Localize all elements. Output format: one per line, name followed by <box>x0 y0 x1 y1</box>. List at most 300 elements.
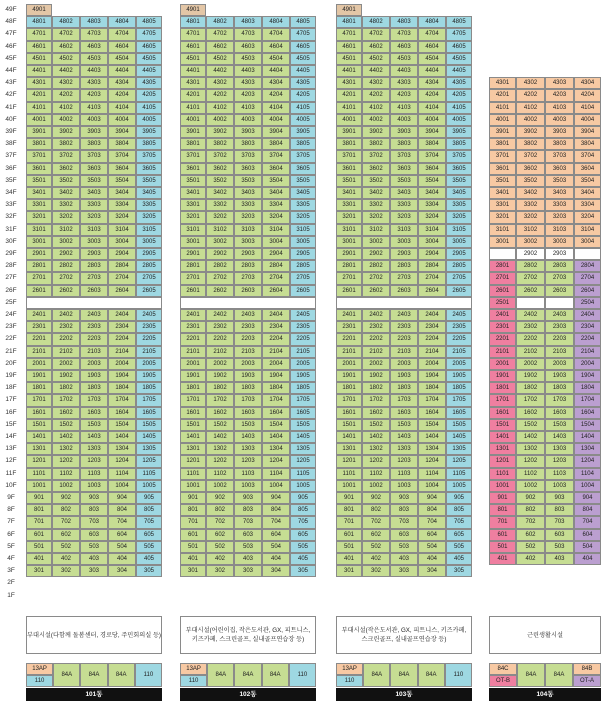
unit-cell: 2601 <box>336 285 362 297</box>
unit-cell: 2103 <box>234 346 262 358</box>
unit-cell: 2301 <box>180 321 206 333</box>
unit-cell: 1805 <box>446 382 472 394</box>
unit-cell: 4003 <box>390 114 418 126</box>
unit-cell: 1501 <box>180 419 206 431</box>
unit-cell: 3301 <box>336 199 362 211</box>
unit-cell: 3602 <box>362 163 390 175</box>
unit-cell: 2005 <box>446 358 472 370</box>
unit-cell: 2401 <box>489 309 516 321</box>
unit-cell: 1104 <box>574 468 601 480</box>
unit-cell: 605 <box>136 529 162 541</box>
unit-cell: 1704 <box>108 394 136 406</box>
unit-cell: 2804 <box>418 260 446 272</box>
unit-cell: 4002 <box>206 114 234 126</box>
unit-cell: 2803 <box>80 260 108 272</box>
unit-cell: 4805 <box>290 16 316 28</box>
unit-cell: 3003 <box>80 236 108 248</box>
unit-cell: 2803 <box>390 260 418 272</box>
unit-cell: 1502 <box>362 419 390 431</box>
unit-cell: 3602 <box>516 163 545 175</box>
unit-cell: 2001 <box>180 358 206 370</box>
unit-cell: 3302 <box>52 199 80 211</box>
unit-cell: 701 <box>180 516 206 528</box>
unit-cell: 2701 <box>180 272 206 284</box>
unit-cell: 3105 <box>136 224 162 236</box>
unit-cell: 3805 <box>136 138 162 150</box>
unit-cell: 4204 <box>262 89 290 101</box>
unit-cell: 2705 <box>136 272 162 284</box>
legend-type-label: 110 <box>445 663 472 687</box>
unit-cell: 3003 <box>390 236 418 248</box>
unit-cell: 1105 <box>290 468 316 480</box>
unit-cell: 2101 <box>489 346 516 358</box>
unit-cell: 603 <box>545 529 574 541</box>
unit-cell: 2205 <box>446 333 472 345</box>
floor-label: 34F <box>5 189 17 196</box>
unit-cell: 3303 <box>545 199 574 211</box>
unit-cell: 1503 <box>545 419 574 431</box>
unit-cell: 2805 <box>446 260 472 272</box>
unit-cell: 1403 <box>80 431 108 443</box>
unit-cell: 3405 <box>290 187 316 199</box>
unit-cell: 703 <box>390 516 418 528</box>
unit-cell: 2001 <box>26 358 52 370</box>
unit-cell: 4103 <box>545 102 574 114</box>
floor-label: 45F <box>5 54 17 62</box>
unit-cell: 3204 <box>418 211 446 223</box>
unit-cell: 1505 <box>290 419 316 431</box>
unit-cell: 804 <box>262 504 290 516</box>
unit-cell: 1901 <box>26 370 52 382</box>
unit-cell: 3803 <box>234 138 262 150</box>
unit-cell: 1502 <box>516 419 545 431</box>
unit-cell: 2601 <box>26 285 52 297</box>
unit-cell: 3401 <box>26 187 52 199</box>
unit-cell: 501 <box>180 541 206 553</box>
unit-cell: 602 <box>206 529 234 541</box>
unit-cell: 4004 <box>262 114 290 126</box>
unit-cell: 2604 <box>574 285 601 297</box>
unit-cell: 1301 <box>26 443 52 455</box>
unit-cell: 3902 <box>516 126 545 138</box>
unit-cell: 4604 <box>262 41 290 53</box>
unit-cell: 3205 <box>136 211 162 223</box>
unit-cell: 1504 <box>262 419 290 431</box>
unit-cell: 3803 <box>390 138 418 150</box>
unit-cell: 1703 <box>545 394 574 406</box>
unit-cell: 3401 <box>489 187 516 199</box>
unit-cell: 2002 <box>516 358 545 370</box>
legend-type-label: OT-B <box>489 675 517 687</box>
unit-cell: 3103 <box>80 224 108 236</box>
unit-cell: 3701 <box>26 150 52 162</box>
unit-cell: 901 <box>489 492 516 504</box>
unit-cell: 2303 <box>80 321 108 333</box>
unit-cell: 3604 <box>262 163 290 175</box>
unit-cell: 705 <box>290 516 316 528</box>
unit-cell: 3403 <box>80 187 108 199</box>
unit-cell: 4303 <box>390 77 418 89</box>
unit-cell: 4604 <box>108 41 136 53</box>
unit-cell: 3004 <box>418 236 446 248</box>
unit-cell: 1203 <box>545 455 574 467</box>
unit-cell: 4202 <box>516 89 545 101</box>
unit-cell: 4801 <box>26 16 52 28</box>
unit-cell: 2602 <box>206 285 234 297</box>
unit-cell: 3404 <box>108 187 136 199</box>
unit-cell: 1303 <box>80 443 108 455</box>
unit-cell: 2205 <box>290 333 316 345</box>
unit-cell: 403 <box>234 553 262 565</box>
unit-cell: 302 <box>206 565 234 577</box>
floor-label: 40F <box>5 115 17 123</box>
unit-cell: 3702 <box>362 150 390 162</box>
unit-cell: 3302 <box>206 199 234 211</box>
unit-cell: 4802 <box>206 16 234 28</box>
unit-cell: 1704 <box>418 394 446 406</box>
unit-cell: 1803 <box>545 382 574 394</box>
unit-cell: 3004 <box>262 236 290 248</box>
unit-cell: 3101 <box>26 224 52 236</box>
unit-cell: 1103 <box>545 468 574 480</box>
unit-cell: 2605 <box>290 285 316 297</box>
unit-cell: 3102 <box>206 224 234 236</box>
unit-cell: 2401 <box>26 309 52 321</box>
unit-cell: 4105 <box>136 102 162 114</box>
unit-cell: 2702 <box>362 272 390 284</box>
unit-cell: 3205 <box>446 211 472 223</box>
legend-type-label: 84C <box>489 663 517 675</box>
unit-cell: 4505 <box>290 53 316 65</box>
unit-cell: 4801 <box>336 16 362 28</box>
unit-cell: 1304 <box>418 443 446 455</box>
unit-cell: 504 <box>262 541 290 553</box>
floor-label: 12F <box>5 457 17 465</box>
unit-cell: 3704 <box>574 150 601 162</box>
unit-cell: 1901 <box>180 370 206 382</box>
unit-cell: 504 <box>574 541 601 553</box>
unit-cell: 1701 <box>336 394 362 406</box>
unit-cell: 1204 <box>262 455 290 467</box>
unit-cell: 901 <box>336 492 362 504</box>
unit-cell: 3603 <box>234 163 262 175</box>
tower-104-facility: 근린생활시설 <box>489 616 601 654</box>
unit-cell: 4303 <box>545 77 574 89</box>
unit-cell: 2302 <box>362 321 390 333</box>
unit-cell: 4404 <box>262 65 290 77</box>
unit-cell: 4701 <box>26 28 52 40</box>
unit-cell: 905 <box>290 492 316 504</box>
unit-cell: 1701 <box>489 394 516 406</box>
unit-cell: 4103 <box>390 102 418 114</box>
unit-cell: 4805 <box>136 16 162 28</box>
unit-cell <box>545 297 574 309</box>
unit-cell: 1205 <box>290 455 316 467</box>
unit-cell: 4104 <box>418 102 446 114</box>
unit-cell: 2704 <box>418 272 446 284</box>
unit-cell: 3101 <box>489 224 516 236</box>
unit-cell: 4401 <box>26 65 52 77</box>
unit-cell: 3402 <box>516 187 545 199</box>
unit-cell: 3102 <box>516 224 545 236</box>
unit-cell: 1103 <box>390 468 418 480</box>
floor-label: 35F <box>5 176 17 184</box>
unit-cell: 1302 <box>52 443 80 455</box>
unit-cell: 4701 <box>336 28 362 40</box>
unit-cell: 4503 <box>390 53 418 65</box>
unit-cell: 903 <box>545 492 574 504</box>
unit-cell: 4602 <box>52 41 80 53</box>
unit-cell: 402 <box>206 553 234 565</box>
unit-cell: 902 <box>362 492 390 504</box>
unit-cell: 601 <box>180 529 206 541</box>
unit-cell: 2804 <box>574 260 601 272</box>
unit-cell: 3402 <box>206 187 234 199</box>
unit-cell: 404 <box>108 553 136 565</box>
unit-cell: 2302 <box>206 321 234 333</box>
unit-cell: 1002 <box>206 480 234 492</box>
unit-cell: 1404 <box>108 431 136 443</box>
unit-cell: 4104 <box>262 102 290 114</box>
unit-cell: 2103 <box>80 346 108 358</box>
unit-cell: 405 <box>446 553 472 565</box>
unit-cell: 1602 <box>52 407 80 419</box>
unit-cell: 2703 <box>545 272 574 284</box>
unit-cell: 1303 <box>390 443 418 455</box>
unit-cell: 3505 <box>446 175 472 187</box>
unit-cell: 1102 <box>206 468 234 480</box>
unit-cell: 3201 <box>26 211 52 223</box>
unit-cell: 4705 <box>290 28 316 40</box>
unit-cell: 405 <box>136 553 162 565</box>
unit-cell: 3602 <box>52 163 80 175</box>
unit-cell: 1202 <box>516 455 545 467</box>
unit-cell: 4703 <box>80 28 108 40</box>
unit-cell: 3901 <box>336 126 362 138</box>
floor-label: 19F <box>5 372 17 379</box>
unit-cell: 4204 <box>108 89 136 101</box>
unit-cell: 702 <box>206 516 234 528</box>
unit-cell: 4501 <box>26 53 52 65</box>
unit-cell: 4004 <box>108 114 136 126</box>
unit-cell: 2401 <box>180 309 206 321</box>
unit-cell: 1101 <box>489 468 516 480</box>
unit-cell: 3404 <box>574 187 601 199</box>
unit-cell: 2204 <box>418 333 446 345</box>
unit-cell: 604 <box>108 529 136 541</box>
unit-cell: 3001 <box>26 236 52 248</box>
unit-cell: 4501 <box>336 53 362 65</box>
unit-cell: 3204 <box>108 211 136 223</box>
unit-cell: 602 <box>52 529 80 541</box>
unit-cell: 4605 <box>290 41 316 53</box>
unit-cell: 801 <box>26 504 52 516</box>
unit-cell: 4701 <box>180 28 206 40</box>
unit-cell: 1403 <box>234 431 262 443</box>
unit-cell: 1504 <box>418 419 446 431</box>
floor-label: 14F <box>5 433 17 440</box>
unit-cell: 1805 <box>136 382 162 394</box>
unit-cell: 3405 <box>446 187 472 199</box>
unit-cell: 504 <box>418 541 446 553</box>
unit-cell: 2504 <box>574 297 601 309</box>
unit-cell: 701 <box>26 516 52 528</box>
unit-cell: 4703 <box>390 28 418 40</box>
unit-cell: 2604 <box>262 285 290 297</box>
unit-cell: 4302 <box>52 77 80 89</box>
unit-cell: 1902 <box>516 370 545 382</box>
legend-type-label: 110 <box>26 675 53 687</box>
unit-cell: 3204 <box>262 211 290 223</box>
unit-cell: 4302 <box>206 77 234 89</box>
unit-cell: 3502 <box>206 175 234 187</box>
unit-cell: 4803 <box>234 16 262 28</box>
unit-cell: 2303 <box>545 321 574 333</box>
unit-cell: 3001 <box>180 236 206 248</box>
unit-cell: 3705 <box>136 150 162 162</box>
unit-cell: 4803 <box>390 16 418 28</box>
unit-cell: 3002 <box>516 236 545 248</box>
unit-cell: 2003 <box>234 358 262 370</box>
unit-cell: 1603 <box>390 407 418 419</box>
unit-cell: 804 <box>418 504 446 516</box>
unit-cell: 3103 <box>545 224 574 236</box>
unit-cell: 3904 <box>262 126 290 138</box>
tower-103-name: 103동 <box>336 688 472 701</box>
unit-cell: 3805 <box>290 138 316 150</box>
unit-cell: 3201 <box>180 211 206 223</box>
unit-cell: 4504 <box>108 53 136 65</box>
unit-cell: 4103 <box>234 102 262 114</box>
unit-cell: 3303 <box>234 199 262 211</box>
unit-cell: 4805 <box>446 16 472 28</box>
unit-cell: 3605 <box>136 163 162 175</box>
unit-cell: 1902 <box>362 370 390 382</box>
unit-cell: 1802 <box>362 382 390 394</box>
unit-cell: 1602 <box>362 407 390 419</box>
unit-cell: 2301 <box>336 321 362 333</box>
unit-cell: 3301 <box>489 199 516 211</box>
unit-cell: 2703 <box>80 272 108 284</box>
unit-cell: 502 <box>362 541 390 553</box>
floor-label: 28F <box>5 262 17 270</box>
floor-label: 6F <box>7 530 15 538</box>
unit-cell: 1503 <box>234 419 262 431</box>
unit-cell: 2203 <box>545 333 574 345</box>
unit-cell: 3504 <box>108 175 136 187</box>
unit-cell: 4105 <box>290 102 316 114</box>
tower-102-name: 102동 <box>180 688 316 701</box>
unit-cell: 1504 <box>108 419 136 431</box>
unit-cell: 4804 <box>262 16 290 28</box>
unit-cell: 1005 <box>290 480 316 492</box>
unit-cell: 4703 <box>234 28 262 40</box>
unit-cell: 804 <box>574 504 601 516</box>
unit-cell: 1702 <box>362 394 390 406</box>
unit-cell: 1505 <box>446 419 472 431</box>
unit-cell: 2901 <box>26 248 52 260</box>
unit-cell: 4804 <box>418 16 446 28</box>
unit-cell: 4702 <box>362 28 390 40</box>
tower-103-facility: 부대시설(작은도서관, GX, 피트니스, 키즈카페, 스크린골프, 실내골프연습장 등) <box>336 616 472 654</box>
unit-cell: 2904 <box>262 248 290 260</box>
unit-cell: 805 <box>136 504 162 516</box>
unit-cell: 2402 <box>206 309 234 321</box>
unit-cell: 2703 <box>234 272 262 284</box>
unit-cell: 1604 <box>574 407 601 419</box>
unit-cell: 4502 <box>362 53 390 65</box>
unit-cell: 4402 <box>52 65 80 77</box>
unit-cell: 2001 <box>489 358 516 370</box>
unit-cell: 1302 <box>516 443 545 455</box>
unit-cell: 4304 <box>108 77 136 89</box>
unit-cell: 1002 <box>516 480 545 492</box>
unit-cell: 1404 <box>262 431 290 443</box>
unit-cell: 1904 <box>262 370 290 382</box>
unit-cell: 2205 <box>136 333 162 345</box>
unit-cell: 1402 <box>52 431 80 443</box>
unit-cell: 1501 <box>336 419 362 431</box>
unit-cell: 4003 <box>80 114 108 126</box>
unit-cell: 2102 <box>206 346 234 358</box>
tower-101-roof-unit: 4901 <box>26 4 52 16</box>
unit-cell: 2805 <box>136 260 162 272</box>
unit-cell: 2104 <box>418 346 446 358</box>
unit-cell: 4204 <box>418 89 446 101</box>
floor-label: 27F <box>5 274 17 282</box>
unit-cell: 4104 <box>108 102 136 114</box>
unit-cell: 3701 <box>180 150 206 162</box>
unit-cell: 502 <box>206 541 234 553</box>
legend-type-label: OT-A <box>573 675 601 687</box>
unit-cell: 4402 <box>206 65 234 77</box>
unit-cell: 4801 <box>180 16 206 28</box>
unit-cell: 2302 <box>52 321 80 333</box>
unit-cell: 3603 <box>80 163 108 175</box>
unit-cell: 703 <box>80 516 108 528</box>
unit-cell: 3601 <box>26 163 52 175</box>
unit-cell: 1003 <box>390 480 418 492</box>
unit-cell: 1201 <box>489 455 516 467</box>
unit-cell: 1704 <box>262 394 290 406</box>
unit-cell: 1401 <box>26 431 52 443</box>
unit-cell: 2104 <box>262 346 290 358</box>
unit-cell: 1905 <box>446 370 472 382</box>
unit-cell: 1903 <box>545 370 574 382</box>
unit-cell: 3201 <box>489 211 516 223</box>
unit-cell: 401 <box>489 553 516 565</box>
unit-cell: 3701 <box>489 150 516 162</box>
unit-cell: 2404 <box>108 309 136 321</box>
unit-cell: 2601 <box>180 285 206 297</box>
unit-cell: 703 <box>545 516 574 528</box>
unit-cell: 4201 <box>336 89 362 101</box>
unit-cell: 1304 <box>262 443 290 455</box>
unit-cell: 1001 <box>26 480 52 492</box>
unit-cell: 2403 <box>80 309 108 321</box>
unit-cell: 2402 <box>516 309 545 321</box>
unit-cell: 1303 <box>234 443 262 455</box>
unit-cell: 1501 <box>489 419 516 431</box>
unit-cell: 1404 <box>574 431 601 443</box>
unit-cell: 3003 <box>234 236 262 248</box>
unit-cell: 501 <box>26 541 52 553</box>
unit-cell: 3105 <box>446 224 472 236</box>
unit-cell: 4002 <box>516 114 545 126</box>
unit-cell: 4205 <box>290 89 316 101</box>
unit-cell: 2905 <box>446 248 472 260</box>
unit-cell: 802 <box>362 504 390 516</box>
